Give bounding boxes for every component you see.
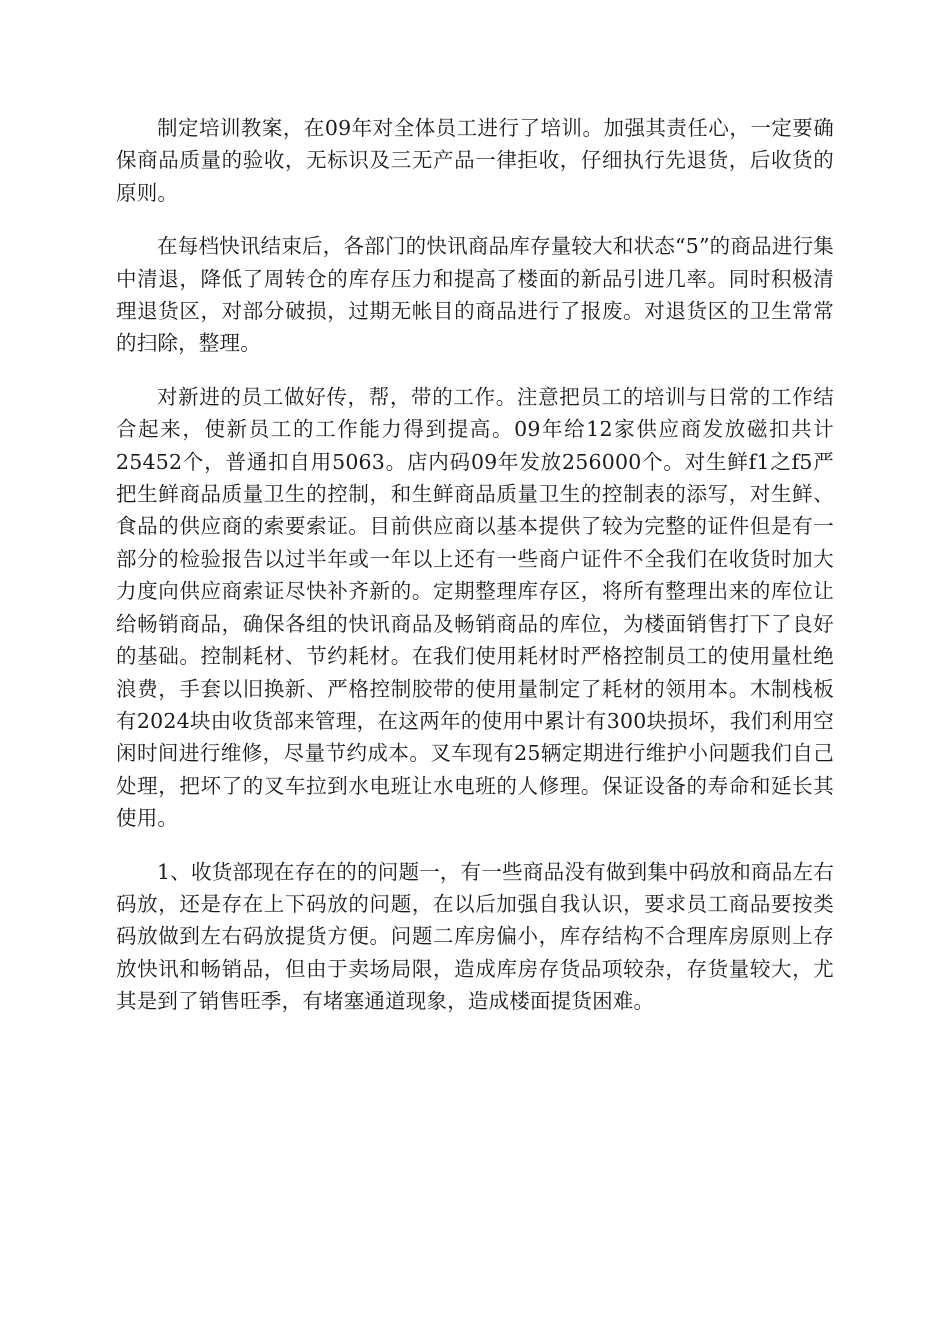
paragraph-problems: 1、收货部现在存在的的问题一，有一些商品没有做到集中码放和商品左右码放，还是存在上下码放的问题，在以后加强自我认识，要求员工商品要按类码放做到左右码放提货方便。问题二库房偏小，库存结构不合理库房原则上存放快讯和畅销品，但由于卖场局限，造成库房存货品项较杂，存货量较大，尤其是到了销售旺季，有堵塞通道现象，造成楼面提货困难。 — [116, 859, 834, 1014]
paragraph-training: 制定培训教案，在09年对全体员工进行了培训。加强其责任心，一定要确保商品质量的验收，无标识及三无产品一律拒收，仔细执行先退货，后收货的原则。 — [116, 116, 834, 205]
document-body — [116, 112, 834, 1039]
paragraph-staff-work: 对新进的员工做好传，帮，带的工作。注意把员工的培训与日常的工作结合起来，使新员工的工作能力得到提高。09年给12家供应商发放磁扣共计25452个，普通扣自用5063。店内码09年发放256000个。对生鲜f1之f5严把生鲜商品质量卫生的控制，和生鲜商品质量卫生的控制表的添写，对生鲜、食品的供应商的索要索证。目前供应商以基本提供了较为完整的证件但是有一部分的检验报告以过半年或一年以上还有一些商户证件不全我们在收货时加大力度向供应商索证尽快补齐新的。定期整理库存区，将所有整理出来的库位让给畅销商品，确保各组的快讯商品及畅销商品的库位，为楼面销售打下了良好的基础。控制耗材、节约耗材。在我们使用耗材时严格控制员工的使用量杜绝浪费，手套以旧换新、严格控制胶带的使用量制定了耗材的领用本。木制栈板有2024块由收货部来管理，在这两年的使用中累计有300块损坏，我们利用空闲时间进行维修，尽量节约成本。叉车现有25辆定期进行维护小问题我们自己处理，把坏了的叉车拉到水电班让水电班的人修理。保证设备的寿命和延长其使用。 — [116, 384, 834, 831]
paragraph-clearance: 在每档快讯结束后，各部门的快讯商品库存量较大和状态“5”的商品进行集中清退，降低了周转仓的库存压力和提高了楼面的新品引进几率。同时积极清理退货区，对部分破损，过期无帐目的商品进行了报废。对退货区的卫生常常的扫除，整理。 — [116, 234, 834, 356]
